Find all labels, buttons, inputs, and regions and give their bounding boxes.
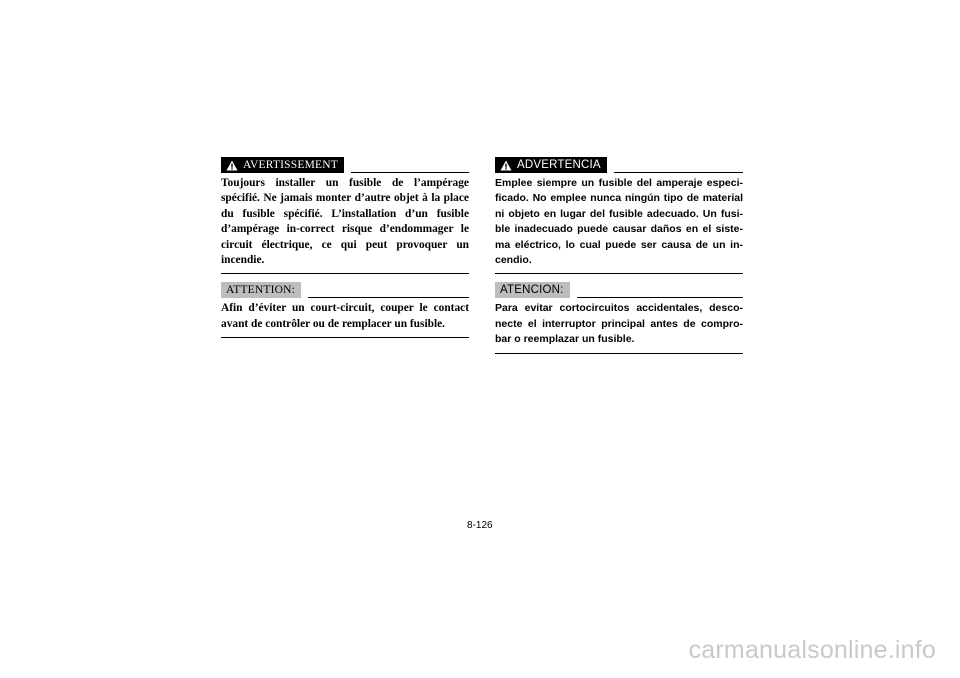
caution-header-line	[308, 297, 469, 298]
warning-header	[495, 157, 743, 173]
caution-text: Afin d’éviter un court-circuit, couper le contact avant de contrôler ou de remplacer un fusible.	[221, 302, 469, 330]
warning-label: ADVERTENCIA	[517, 159, 601, 171]
caution-header-line	[577, 297, 743, 298]
spanish-column	[495, 157, 743, 354]
caution-label: ATTENTION:	[221, 282, 301, 298]
warning-header	[221, 157, 469, 173]
warning-badge	[495, 157, 607, 173]
caution-header	[221, 282, 469, 298]
caution-end-rule	[221, 337, 469, 338]
french-column	[221, 157, 469, 338]
warning-badge	[221, 157, 344, 173]
warning-triangle-icon	[500, 160, 512, 171]
warning-triangle-icon	[226, 160, 238, 171]
warning-text: Toujours installer un fusible de l’ampérage spécifié. Ne jamais monter d’autre objet à la place du fusible spécifié. L’installation d’un fusible d’ampérage in-correct risque d’endommager le circuit électrique, ce qui peut provoquer un incendie.	[221, 177, 469, 267]
caution-end-rule	[495, 353, 743, 354]
caution-header	[495, 282, 743, 298]
warning-header-line	[351, 172, 469, 173]
watermark: carmanualsonline.info	[688, 636, 936, 664]
page-number: 8-126	[467, 520, 493, 531]
warning-text: Emplee siempre un fusible del amperaje especi-ficado. No emplee nunca ningún tipo de material ni objeto en lugar del fusible adecuado. Un fusi-ble inadecuado puede causar daños en el siste-ma eléctrico, lo cual puede ser causa de un in-cendio.	[495, 177, 743, 267]
caution-text: Para evitar cortocircuitos accidentales, desco-necte el interruptor principal antes de compro-bar o reemplazar un fusible.	[495, 302, 743, 346]
warning-header-line	[614, 172, 743, 173]
warning-label: AVERTISSEMENT	[243, 159, 338, 171]
caution-label: ATENCION:	[495, 282, 570, 298]
